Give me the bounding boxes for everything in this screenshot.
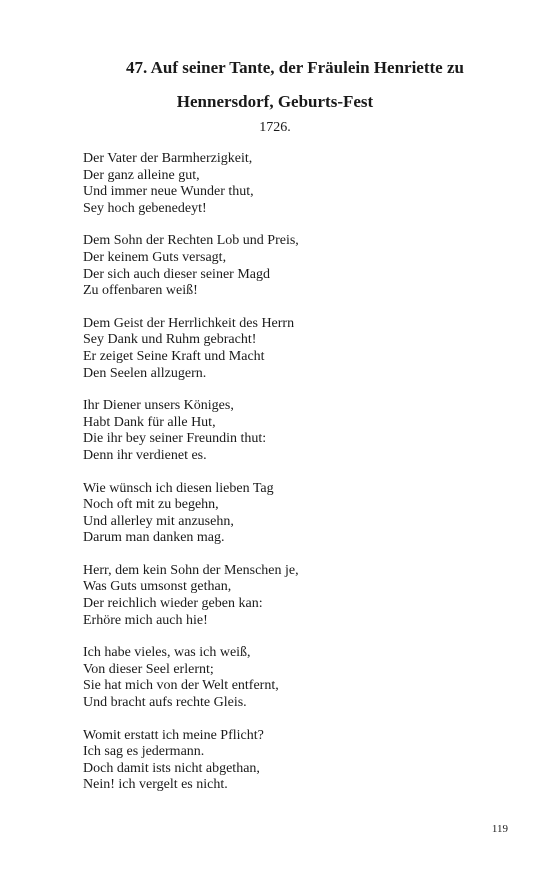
stanza xyxy=(83,481,503,547)
verse-line: Und bracht aufs rechte Gleis. xyxy=(83,695,247,711)
verse-line: Doch damit ists nicht abgethan, xyxy=(83,760,260,776)
verse-line: Der ganz alleine gut, xyxy=(83,167,200,183)
verse-line: Er zeiget Seine Kraft und Macht xyxy=(83,348,265,364)
poem-title-line-1: 47. Auf seiner Tante, der Fräulein Henriette zu xyxy=(126,58,464,77)
verse-line: Ich habe vieles, was ich weiß, xyxy=(83,645,251,661)
verse-line: Der keinem Guts versagt, xyxy=(83,249,227,265)
verse-line: Dem Sohn der Rechten Lob und Preis, xyxy=(83,233,299,249)
verse-line: Sey hoch gebenedeyt! xyxy=(83,200,207,216)
verse-line: Die ihr bey seiner Freundin thut: xyxy=(83,431,267,447)
verse-line: Wie wünsch ich diesen lieben Tag xyxy=(83,480,274,496)
poem-title-line-2: Hennersdorf, Geburts-Fest xyxy=(176,92,374,111)
stanza xyxy=(83,316,503,382)
verse-line: Der reichlich wieder geben kan: xyxy=(83,596,263,612)
verse-line: Den Seelen allzugern. xyxy=(83,365,207,381)
verse-line: Noch oft mit zu begehn, xyxy=(83,497,219,513)
verse-line: Dem Geist der Herrlichkeit des Herrn xyxy=(83,315,295,331)
verse-line: Was Guts umsonst gethan, xyxy=(83,579,232,595)
stanza xyxy=(83,728,503,794)
verse-line: Der Vater der Barmherzigkeit, xyxy=(83,151,253,166)
verse-line: Darum man danken mag. xyxy=(83,530,225,546)
verse-line: Nein! ich vergelt es nicht. xyxy=(83,777,228,793)
page-number: 119 xyxy=(491,823,508,835)
stanza xyxy=(83,563,503,629)
verse-line: Zu offenbaren weiß! xyxy=(83,283,198,299)
verse-line: Erhöre mich auch hie! xyxy=(83,612,208,628)
verse-line: Herr, dem kein Sohn der Menschen je, xyxy=(83,562,299,578)
verse-line: Habt Dank für alle Hut, xyxy=(83,414,216,430)
stanza xyxy=(83,233,503,299)
verse-line: Sey Dank und Ruhm gebracht! xyxy=(83,332,257,348)
poem-body xyxy=(83,151,503,810)
verse-line: Ihr Diener unsers Königes, xyxy=(83,398,234,414)
verse-line: Denn ihr verdienet es. xyxy=(83,447,207,463)
verse-line: Sie hat mich von der Welt entfernt, xyxy=(83,678,279,694)
verse-line: Und allerley mit anzusehn, xyxy=(83,513,234,529)
verse-line: Ich sag es jedermann. xyxy=(83,744,205,760)
verse-line: Der sich auch dieser seiner Magd xyxy=(83,266,270,282)
stanza xyxy=(83,645,503,711)
stanza xyxy=(83,151,503,217)
poem-year: 1726. xyxy=(259,120,291,135)
verse-line: Womit erstatt ich meine Pflicht? xyxy=(83,727,264,743)
stanza xyxy=(83,398,503,464)
verse-line: Und immer neue Wunder thut, xyxy=(83,184,254,200)
verse-line: Von dieser Seel erlernt; xyxy=(83,661,214,677)
